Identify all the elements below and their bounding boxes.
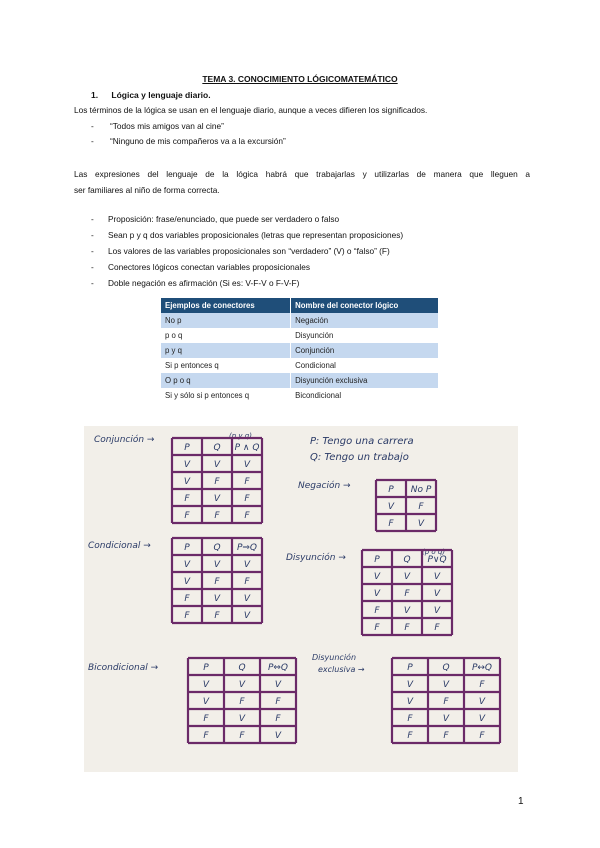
truth-cell: V (433, 588, 441, 599)
conjuncion-label: Conjunción → (94, 435, 155, 445)
disyuncion_exclusiva-truth-table (392, 658, 500, 743)
disyuncion-truth-table (362, 550, 452, 635)
truth-cell: V (213, 493, 221, 504)
truth-cell: P↔Q (471, 662, 493, 673)
truth-cell: V (243, 593, 251, 604)
truth-cell: V (238, 713, 246, 724)
disyuncion-label: Disyunción → (286, 553, 346, 563)
table-cell: O p o q (161, 373, 291, 388)
truth-cell: V (406, 679, 414, 690)
table-cell: Condicional (291, 358, 438, 373)
truth-cell: F (244, 476, 250, 487)
truth-cell: F (203, 730, 209, 741)
truth-cell: V (478, 713, 486, 724)
truth-cell: V (183, 576, 191, 587)
truth-cell: P⇔Q (267, 662, 289, 673)
truth-cell: V (243, 559, 251, 570)
truth-cell: P ∧ Q (234, 442, 260, 453)
truth-cell: V (442, 679, 450, 690)
truth-cell: Q (442, 662, 450, 673)
truth-cell: F (184, 610, 190, 621)
list-item: - Sean p y q dos variables proposicionales (letras que representan proposiciones) (91, 227, 403, 243)
table-cell: p o q (161, 328, 291, 343)
conjuncion-truth-table (172, 438, 262, 523)
conjuncion-note: (p y q) (229, 432, 252, 440)
truth-cell: F (239, 696, 245, 707)
intro-text: Los términos de la lógica se usan en el lenguaje diario, aunque a veces difieren los significados. (74, 105, 428, 115)
section-number: 1. (91, 90, 99, 100)
table-row (161, 343, 438, 358)
list-item: - Los valores de las variables proposicionales son “verdadero” (V) o “falso” (F) (91, 243, 403, 259)
truth-cell: V (274, 679, 282, 690)
truth-cell: F (244, 576, 250, 587)
legend-line: Q: Tengo un trabajo (310, 452, 409, 463)
negacion-label: Negación → (298, 481, 351, 491)
truth-cell: F (214, 510, 220, 521)
truth-cell: F (244, 510, 250, 521)
truth-cell: V (387, 501, 395, 512)
table-cell: Disyunción exclusiva (291, 373, 438, 388)
condicional-label: Condicional → (88, 541, 151, 551)
truth-cell: V (433, 605, 441, 616)
truth-cell: V (202, 679, 210, 690)
truth-cell: F (374, 605, 380, 616)
truth-cell: Q (213, 442, 221, 453)
truth-cell: No P (410, 484, 432, 495)
paragraph-line: ser familiares al niño de forma correcta. (74, 185, 220, 195)
truth-cell: Q (213, 542, 221, 553)
truth-cell: F (214, 476, 220, 487)
list-item: - Conectores lógicos conectan variables proposicionales (91, 259, 403, 275)
truth-cell: V (373, 571, 381, 582)
table-header: Ejemplos de conectores (161, 298, 291, 313)
truth-cell: F (244, 493, 250, 504)
table-row (161, 373, 438, 388)
condicional-truth-table (172, 538, 262, 623)
truth-cell: F (443, 696, 449, 707)
document-title: TEMA 3. CONOCIMIENTO LÓGICOMATEMÁTICO (202, 74, 398, 84)
handwritten-notes (84, 426, 518, 772)
negacion-truth-table (376, 480, 436, 531)
truth-cell: F (214, 610, 220, 621)
truth-cell: V (243, 610, 251, 621)
truth-cell: F (184, 493, 190, 504)
table-row (161, 388, 438, 403)
truth-cell: F (443, 730, 449, 741)
truth-cell: V (213, 559, 221, 570)
table-cell: Disyunción (291, 328, 438, 343)
truth-cell: F (388, 518, 394, 529)
truth-cell: Q (238, 662, 246, 673)
truth-cell: V (417, 518, 425, 529)
quote-item: - “Ninguno de mis compañeros va a la excursión” (91, 134, 286, 149)
table-cell: No p (161, 313, 291, 328)
truth-cell: F (404, 622, 410, 633)
truth-cell: V (373, 588, 381, 599)
bicondicional-label: Bicondicional → (88, 663, 159, 673)
truth-cell: V (238, 679, 246, 690)
legend-line: P: Tengo una carrera (310, 436, 414, 447)
truth-cell: F (275, 696, 281, 707)
quote-item: - “Todos mis amigos van al cine” (91, 119, 286, 134)
table-cell: Bicondicional (291, 388, 438, 403)
truth-cell: F (214, 576, 220, 587)
table-row (161, 328, 438, 343)
truth-cell: F (275, 713, 281, 724)
connectors-table (161, 298, 438, 403)
quote-list (91, 119, 286, 149)
truth-cell: F (184, 593, 190, 604)
truth-cell: V (433, 571, 441, 582)
truth-cell: P (388, 484, 394, 495)
truth-cell: V (213, 593, 221, 604)
disyuncion-note: (p o q) (422, 548, 446, 556)
truth-cell: P (374, 554, 380, 565)
table-cell: Si y sólo si p entonces q (161, 388, 291, 403)
table-header: Nombre del conector lógico (291, 298, 438, 313)
truth-cell: P (184, 442, 190, 453)
table-cell: Si p entonces q (161, 358, 291, 373)
table-row (161, 358, 438, 373)
table-cell: p y q (161, 343, 291, 358)
truth-cell: V (442, 713, 450, 724)
disyuncion-exclusiva-label: Disyunción (312, 653, 357, 662)
table-cell: Negación (291, 313, 438, 328)
truth-cell: Q (403, 554, 411, 565)
definition-list (91, 211, 403, 291)
truth-cell: V (183, 459, 191, 470)
truth-cell: P (203, 662, 209, 673)
truth-cell: F (374, 622, 380, 633)
page-number: 1 (518, 796, 524, 807)
truth-cell: F (203, 713, 209, 724)
truth-cell: P (184, 542, 190, 553)
section-heading (91, 90, 211, 100)
truth-cell: F (407, 730, 413, 741)
truth-cell: V (403, 571, 411, 582)
truth-cell: V (183, 476, 191, 487)
list-item: - Proposición: frase/enunciado, que puede ser verdadero o falso (91, 211, 403, 227)
truth-cell: F (239, 730, 245, 741)
truth-cell: F (184, 510, 190, 521)
truth-cell: P (407, 662, 413, 673)
paragraph-line: Las expresiones del lenguaje de la lógica habrá que trabajarlas y utilizarlas de manera que lleguen a (74, 169, 530, 179)
truth-cell: F (407, 713, 413, 724)
truth-cell: V (478, 696, 486, 707)
table-row (161, 313, 438, 328)
truth-cell: V (213, 459, 221, 470)
section-title: Lógica y lenguaje diario. (111, 90, 211, 100)
table-cell: Conjunción (291, 343, 438, 358)
truth-cell: V (403, 605, 411, 616)
disyuncion-exclusiva-label: exclusiva → (318, 665, 365, 674)
truth-cell: P∨Q (427, 554, 447, 565)
truth-cell: F (404, 588, 410, 599)
truth-cell: F (479, 730, 485, 741)
truth-cell: F (479, 679, 485, 690)
truth-cell: V (274, 730, 282, 741)
truth-cell: V (243, 459, 251, 470)
handwritten-truth-tables-photo (84, 426, 518, 772)
list-item: - Doble negación es afirmación (Si es: V-F-V o F-V-F) (91, 275, 403, 291)
bicondicional-truth-table (188, 658, 296, 743)
truth-cell: F (418, 501, 424, 512)
truth-cell: V (406, 696, 414, 707)
truth-cell: V (202, 696, 210, 707)
truth-cell: P⇒Q (236, 542, 258, 553)
truth-cell: F (434, 622, 440, 633)
truth-cell: V (183, 559, 191, 570)
